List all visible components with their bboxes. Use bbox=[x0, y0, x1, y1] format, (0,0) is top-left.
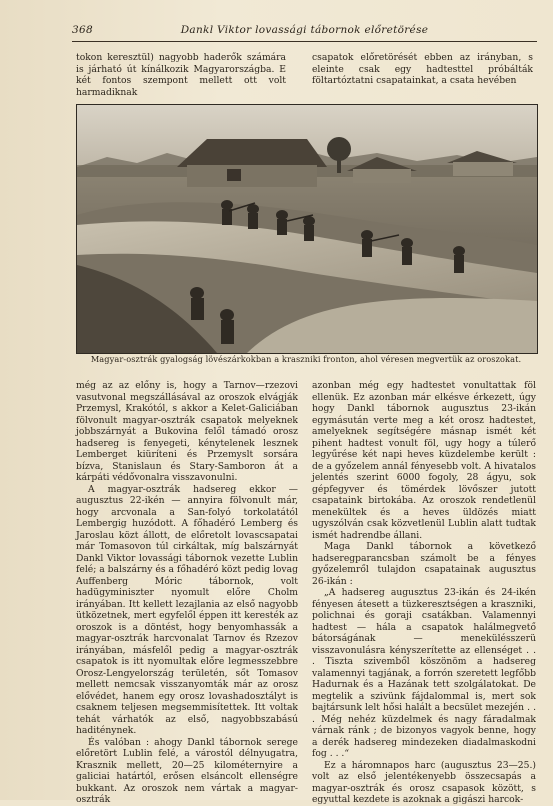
bottom-right-paragraph-4: Ez a háromnapos harc (augusztus 23—25.) volt az első jelentékenyebb összecsapás a magyar-osztrák és orosz csapasok között, s egyuttal kezdete is azoknak a gigászi harcok- bbox=[312, 759, 536, 805]
top-right-column bbox=[312, 52, 533, 87]
bottom-right-paragraph-3: „A hadsereg augusztus 23-ikán és 24-ikén fényesen átesett a tüzkeresztségen a kraszniki, polichnai és goraji csatákban. Valamennyi hadtest — hála a csapatok halálmegvető bátorságának — menekülésszerü visszavonulásra kényszerítette az ellenséget . . . Tiszta szivemből köszönöm a hadsereg valamennyi tagjának, a forrón szeretett legfőbb Hadurnak és a Hazának tett szolgálatokat. De megtelik a szivünk fájdalommal is, mert sok bajtársunk lelt hősi halált a becsület mezején . . . Még nehéz küzdelmek és nagy fáradalmak várnak ránk ; de bizonyos vagyok benne, hogy a derék hadsereg mindezeken diadalmaskodni fog . . .“ bbox=[312, 587, 536, 759]
bottom-right-column bbox=[312, 380, 536, 806]
bottom-right-paragraph-1: azonban még egy hadtestet vonultattak föl ellenük. Ez azonban már elkésve érkezett, úgy hogy Dankl tábornok augusztus 23-ikán egymásután verte meg a két orosz hadtestet, amelyeknek segítségére másnap ismét két pihent hadtest vonult föl, ugy hogy a túlerő legyűrése két napi heves küzdelembe került : de a győzelem annál fényesebb volt. A hivatalos jelentés szerint 6000 fogoly, 28 ágyu, sok gépfegyver és tömérdek lövőszer jutott csapataink birtokába. Az oroszok rendetlenül menekültek és a heves üldözés miatt ugyszólván csak közvetlenül Lublin alatt tudtak ismét hadrendbe állani. bbox=[312, 380, 536, 541]
bottom-left-paragraph-1: még az az előny is, hogy a Tarnov—rzezovi vasutvonal megszállásával az oroszok elvágják Przemysl, Krakótól, s akkor a Kelet-Galiciában fölvonult magyar-osztrák csapatok melyeknek jobbszárnyát a Bukovina felől támadó orosz hadsereg is fenyegeti, kénytelenek lesznek Lemberget kiüríteni és Przemyslt sorsára bízva, Stanislaun és Stary-Samboron át a kárpáti védővonalra visszavonulni. bbox=[76, 380, 298, 483]
header-rule bbox=[72, 41, 537, 42]
running-header bbox=[72, 24, 537, 40]
top-left-column bbox=[76, 52, 286, 98]
running-title: Dankl Viktor lovassági tábornok előretörése bbox=[180, 24, 429, 36]
bottom-left-column bbox=[76, 380, 298, 806]
trench-photo-illustration bbox=[77, 105, 537, 353]
bottom-left-paragraph-2: A magyar-osztrák hadsereg ekkor — augusztus 22-ikén — annyira fölvonult már, hogy arcvonala a San-folyó torkolatától Lembergig huzódott. A főhadéró Lemberg és Jaroslau közt állott, de előretolt lovascsapatai már Tomasovon túl cirkáltak, míg balszárnyát Dankl Viktor lovassági tábornok vezette Lublin felé; a balszárny és a főhadéró közt pedig lovag Auffenberg Móric tábornok, volt hadügyminiszter nyomult előre Cholm irányában. Itt kellett lezajlania az első nagyobb ütközetnek, mert egyfelől éppen itt keresték az oroszok is a döntést, hogy benyomhassák a magyar-osztrák harcvonalat Tarnov és Rzezov irányában, másfelől pedig a magyar-osztrák csapatok is itt nyomultak előre legmesszebbre Orosz-Lengyelország területén, sőt Tomasov mellett nemcsak visszanyomták már az orosz elővédet, hanem egy orosz lovashadosztályt is csaknem teljesen megsemmisítettek. Itt voltak tehát várhatók az első, nagyobbszabású haditénynek. bbox=[76, 483, 298, 736]
top-left-paragraph: tokon keresztül) nagyobb haderők számára is járható út kínálkozik Magyarországba. E két fontos szempont mellett ott volt harmadiknak bbox=[76, 52, 286, 98]
photo-caption: Magyar-osztrák gyalogság lövészárkokban a kraszniki fronton, ahol véresen megvertük az oroszokat. bbox=[90, 354, 522, 364]
bottom-left-paragraph-3: És valóban : ahogy Dankl tábornok serege előretört Lublin felé, a várostól délnyugatra, Krasznik mellett, 20—25 kilométernyire a galiciai határtól, erősen elsáncolt ellenségre bukkant. Az oroszok nem vártak a magyar-osztrák bbox=[76, 736, 298, 805]
trench-photograph bbox=[76, 104, 538, 354]
bottom-right-paragraph-2: Maga Dankl tábornok a következő hadseregparancsban számolt be a fényes győzelemről tulajdon csapatainak augusztus 26-ikán : bbox=[312, 541, 536, 587]
page-number: 368 bbox=[72, 24, 93, 36]
top-right-paragraph: csapatok előretörését ebben az irányban, s eleinte csak egy hadtesttel próbálták föltartóztatni csapatainkat, a csata hevében bbox=[312, 52, 533, 86]
